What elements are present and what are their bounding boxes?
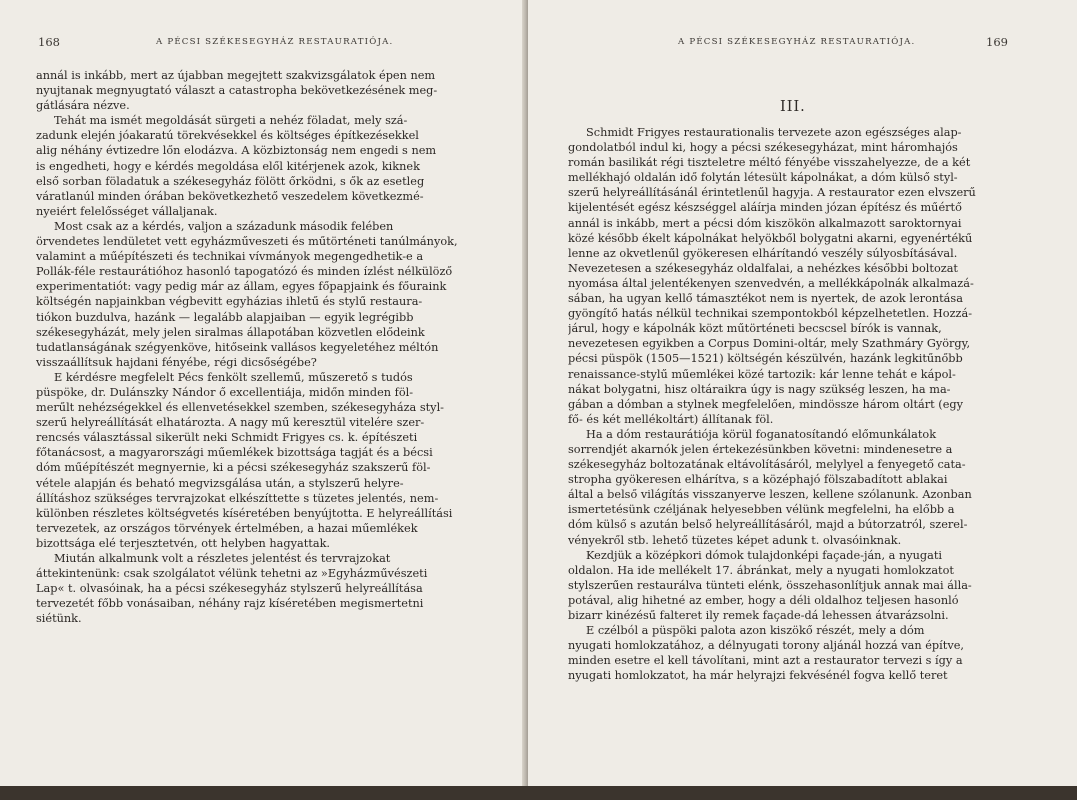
text-line: valamint a műépítészeti és technikai vívmányok megengedhetik-e a (36, 250, 424, 264)
text-line: pécsi püspök (1505—1521) költségén készülvén, hazánk legkitűnőbb (568, 352, 963, 366)
text-line: annál is inkább, mert a pécsi dóm kiszökön alkalmazott saroktornyai (568, 216, 962, 230)
text-line: tervezetek, az országos törvények értelmében, a hazai műemlékek (36, 521, 418, 535)
left-running-head: A PÉCSI SZÉKESEGYHÁZ RESTAURATIÓJA. (156, 37, 394, 47)
text-line: stropha gyökeresen elhárítva, s a középhajó fölszabadított ablakai (568, 473, 948, 487)
text-line: lenne az okvetlenűl gyökeresen elhárítandó veszély súlyosbításával. (568, 246, 958, 260)
text-line: szerű helyreállítását elhatározta. A nagy mű keresztül vitelére szer- (36, 416, 425, 430)
text-line: áttekintenünk: csak szolgálatot vélünk tehetni az »Egyházművészeti (36, 567, 428, 581)
text-line: román basilikát régi tiszteletre méltó fényébe visszahelyezze, de a két (568, 156, 971, 170)
text-line: által a belső világítás visszanyerve leszen, kellene szólanunk. Azonban (568, 488, 972, 502)
text-line: bizottsága elé terjesztetvén, ott helyben hagyattak. (36, 536, 331, 550)
text-line: nyujtanak megnyugtató választ a catastropha bekövetkezésének meg- (36, 84, 438, 98)
text-line: fő- és két mellékoltárt) állítanak föl. (568, 412, 774, 426)
text-line: bizarr kinézésű falteret ily remek façade-dá lehessen átvarázsolni. (568, 609, 949, 622)
text-line: potával, alig hihetné az ember, hogy a déli oldalhoz teljesen hasonló (568, 593, 959, 607)
right-page-text (568, 125, 1000, 683)
text-line: szerű helyreállításánál érintetlenűl hagyja. A restaurator ezen elvszerű (568, 186, 976, 200)
left-page-text (36, 68, 468, 626)
text-line: sában, ha ugyan kellő támasztékot nem is nyertek, de azok lerontása (568, 292, 963, 306)
text-line: nákat bolygatni, hisz oltáraikra úgy is nagy szükség leszen, ha ma- (568, 382, 951, 396)
text-line: visszaállítsuk hajdani fényébe, régi dicsőségébe? (36, 355, 317, 369)
text-line: vétele alapján és beható megvizsgálása után, a stylszerű helyre- (36, 476, 404, 490)
right-page-number: 169 (986, 35, 1008, 49)
text-line: dóm műépítészét megnyernie, ki a pécsi székesegyház szakszerű föl- (36, 461, 431, 475)
text-line: Kezdjük a középkori dómok tulajdonképi façade-ján, a nyugati (586, 548, 943, 562)
text-line: zadunk elején jóakaratú törekvésekkel és költséges építkezésekkel (36, 129, 419, 143)
text-line: váratlanúl minden órában bekövetkezhető veszedelem következmé- (36, 189, 424, 203)
text-line: Miután alkalmunk volt a részletes jelentést és tervrajzokat (54, 552, 391, 565)
text-line: E kérdésre megfelelt Pécs fenkölt szellemű, műszerető s tudós (54, 370, 413, 384)
text-line: renaissance-stylű műemlékei közé tartozik: kár lenne tehát e kápol- (568, 367, 956, 381)
text-line: sorrendjét akarnók jelen értekezésünkben követni: mindenesetre a (568, 442, 953, 456)
text-line: nyeiért felelősséget vállaljanak. (36, 204, 218, 218)
text-line: tervezetét főbb vonásaiban, néhány rajz kíséretében megismertetni (36, 597, 424, 611)
text-line: tiókon buzdulva, hazánk — legalább alapjaiban — egyik legrégibb (36, 310, 414, 324)
text-line: Nevezetesen a székesegyház oldalfalai, a nehézkes későbbi boltozat (568, 261, 958, 275)
text-line: püspöke, dr. Dulánszky Nándor ő excellentiája, midőn minden föl- (36, 385, 414, 399)
text-line: közé később ékelt kápolnákat helyökből bolygatni akarni, egyenértékű (568, 231, 973, 245)
text-line: E czélból a püspöki palota azon kiszökő részét, mely a dóm (586, 624, 925, 638)
text-line: Lap« t. olvasóinak, ha a pécsi székesegyház stylszerű helyreállítása (36, 582, 423, 596)
text-line: költségén napjainkban végbevitt egyházias ihletű és stylű restaura- (36, 295, 423, 309)
text-line: stylszerűen restaurálva tünteti elénk, összehasonlítjuk annak mai álla- (568, 578, 972, 592)
text-line: Tehát ma ismét megoldását sürgeti a nehéz föladat, mely szá- (54, 114, 408, 128)
text-line: főtanácsost, a magyarországi műemlékek bizottsága tagját és a bécsi (36, 446, 433, 460)
text-line: örvendetes lendületet vett egyházműveszeti és műtörténeti tanúlmányok, (36, 235, 458, 249)
text-line: is engedheti, hogy e kérdés megoldása elől kitérjenek azok, kiknek (36, 159, 420, 173)
text-line: nyugati homlokzatához, a délnyugati torony aljánál hozzá van építve, (568, 639, 964, 653)
text-line: oldalon. Ha ide mellékelt 17. ábránkat, mely a nyugati homlokzatot (568, 563, 954, 577)
text-line: Pollák-féle restaurátióhoz hasonló tapogatózó és minden ízlést nélkülöző (36, 265, 453, 279)
text-line: nyugati homlokzatot, ha már helyrajzi fekvésénél fogva kellő teret (568, 669, 948, 683)
text-line: annál is inkább, mert az újabban megejtett szakvizsgálatok épen nem (36, 69, 436, 82)
text-line: székesegyházát, mely jelen siralmas állapotában közvetlen elődeink (36, 325, 425, 339)
text-line: különben részletes költségvetés kíséretében benyújtotta. E helyreállítási (36, 506, 453, 520)
text-line: állításhoz szükséges tervrajzokat elkészíttette s tüzetes jelentés, nem- (36, 491, 439, 505)
text-line: Most csak az a kérdés, valjon a századunk második felében (54, 219, 394, 233)
text-line: Ha a dóm restaurátiója körül foganatosítandó előmunkálatok (586, 427, 937, 441)
text-line: első sorban föladatuk a székesegyház fölött őrködni, s ők az esetleg (36, 174, 425, 188)
text-line: vényekről stb. lehető tüzetes képet adunk t. olvasóinknak. (568, 533, 902, 547)
text-line: székesegyház boltozatának eltávolításáról, melylyel a fenyegető cata- (568, 458, 966, 472)
text-line: siétünk. (36, 612, 82, 626)
text-line: Schmidt Frigyes restaurationalis tervezete azon egészséges alap- (586, 126, 962, 139)
left-page (0, 0, 526, 800)
text-line: tudatlanságának szégyenköve, hitőseink vallásos kegyeletéhez méltón (36, 340, 439, 354)
text-line: dóm külső s azután belső helyreállításáról, majd a bútorzatról, szerel- (568, 518, 968, 532)
text-line: mellékhajó oldalán idő folytán létesült kápolnákat, a dóm külső styl- (568, 171, 958, 185)
text-line: rencsés választással sikerült neki Schmidt Frigyes cs. k. építészeti (36, 431, 418, 445)
text-line: járul, hogy e kápolnák közt műtörténeti becscsel bírók is vannak, (568, 322, 942, 336)
text-line: experimentatiót: vagy pedig már az állam, egyes főpapjaink és főuraink (36, 280, 447, 294)
page-bottom-edge (0, 786, 1077, 800)
text-line: minden esetre el kell távolítani, mint azt a restaurator tervezi s így a (568, 654, 963, 668)
text-line: nyomása által jelentékenyen szenvedvén, a mellékkápolnák alkalmazá- (568, 276, 974, 290)
text-line: gában a dómban a stylnek megfelelően, mindössze három oltárt (egy (568, 397, 964, 411)
text-line: ismertetésünk czéljának helyesebben vélünk megfelelni, ha előbb a (568, 503, 955, 517)
text-line: alig néhány évtizedre lőn elodázva. A közbiztonság nem engedi s nem (36, 144, 437, 158)
text-line: nevezetesen egyikben a Corpus Domini-oltár, mely Szathmáry György, (568, 337, 971, 351)
text-line: gátlására nézve. (36, 99, 130, 113)
text-line: gondolatból indul ki, hogy a pécsi székesegyházat, mint háromhajós (568, 141, 958, 155)
left-page-number: 168 (38, 35, 60, 49)
text-line: merűlt nehézségekkel és ellenvetésekkel szemben, székesegyháza styl- (36, 401, 444, 415)
right-running-head: A PÉCSI SZÉKESEGYHÁZ RESTAURATIÓJA. (678, 37, 916, 47)
chapter-numeral: III. (780, 99, 806, 115)
text-line: kijelentését egész készséggel aláírja minden józan építész és műértő (568, 201, 962, 215)
text-line: gyöngítő hatás nélkül technikai szempontokból képzelhetetlen. Hozzá- (568, 307, 973, 321)
